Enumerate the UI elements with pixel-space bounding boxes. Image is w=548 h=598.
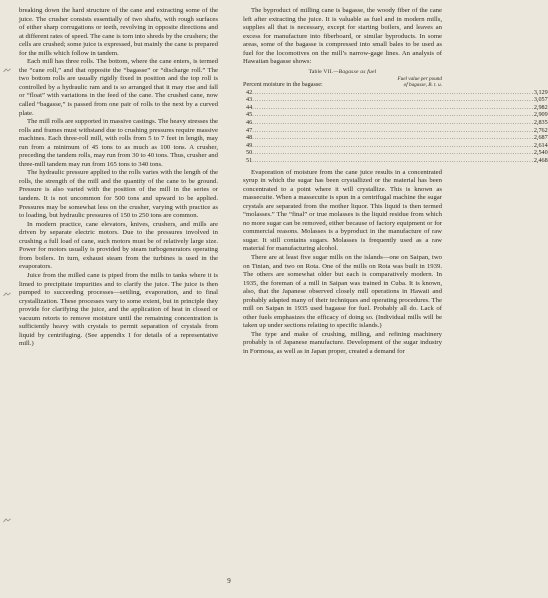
moisture-percent: 44 xyxy=(246,103,253,111)
fuel-value-column-header: Fuel value per pound of bagasse, B. t. u. xyxy=(397,76,442,89)
paragraph: The type and make of crushing, milling, and refining machinery probably is of Japanese manufacture. Development of the sugar industry in Formosa, as well as in Japan proper, created a demand for xyxy=(243,330,442,356)
moisture-percent: 45 xyxy=(246,111,253,119)
moisture-percent: 42 xyxy=(246,88,253,96)
table-row xyxy=(243,126,548,135)
dot-leader: ........................................................................................................................ xyxy=(252,103,534,111)
fuel-value: 2,982 xyxy=(533,103,548,111)
fuel-value: 2,687 xyxy=(533,134,548,142)
table-row xyxy=(243,88,548,97)
dot-leader: ........................................................................................................................ xyxy=(252,88,534,96)
margin-mark xyxy=(3,68,11,73)
table-row xyxy=(243,96,548,104)
right-column xyxy=(243,7,548,357)
paragraph: Evaporation of moisture from the cane juice results in a concentrated syrup in which the sugar has been crystallized or the material has been concentrated to a point where it will crystallize. This is known as massecuite. When a massecuite is spun in a centrifugal machine the sugar crystals are separated from the mother liquor. This liquid is then termed “molasses.” The “final” or true molasses is the liquid residue from which no more sugar can be removed, either because of factory equipment or for commercial reasons. Molasses is a byproduct in the manufacture of raw sugar. It still contains sugars. Molasses is frequently used as a raw material for manufacturing alcohol. xyxy=(243,168,442,253)
paragraph: The byproduct of milling cane is bagasse, the woody fiber of the cane left after extracting the juice. It is valuable as fuel and in modern mills, supplies all that is necessary, except for starting boilers, and leaves an excess for manufacture into fiberboard, or similar byproducts. In some areas, some of the bagasse is compressed into small bales to be used as fuel for the locomotives on the mill’s narrow-gage lines. An analysis of Hawaiian bagasse shows: xyxy=(243,7,442,66)
fuel-value: 2,835 xyxy=(533,118,548,126)
table-header xyxy=(243,77,442,88)
table-row xyxy=(243,156,548,165)
paragraph: In modern practice, cane elevators, knives, crushers, and mills are driven by separate electric motors. Due to the pressures involved in crushing a full load of cane, such motors must be of relatively large size. Power for motors usually is provided by steam turbogenerators operating from boilers. In turn, exhaust steam from the turbines is used in the evaporators. xyxy=(19,220,218,271)
moisture-percent: 47 xyxy=(246,126,253,134)
fuel-value: 2,540 xyxy=(533,149,548,157)
bagasse-fuel-table xyxy=(243,68,548,165)
table-title: —Bagasse as fuel xyxy=(333,68,377,75)
page-number: 9 xyxy=(227,577,231,585)
fuel-value: 2,762 xyxy=(533,126,548,134)
dot-leader: ........................................................................................................................ xyxy=(252,141,534,149)
moisture-column-header: Percent moisture in the bagasse: xyxy=(243,81,323,89)
moisture-percent: 43 xyxy=(246,96,253,104)
dot-leader: ........................................................................................................................ xyxy=(252,96,534,104)
dot-leader: ........................................................................................................................ xyxy=(252,118,534,126)
table-row xyxy=(243,149,548,157)
dot-leader: ........................................................................................................................ xyxy=(252,134,534,142)
dot-leader: ........................................................................................................................ xyxy=(252,126,534,134)
margin-mark xyxy=(3,292,11,297)
fuel-value: 3,057 xyxy=(533,96,548,104)
dot-leader: ........................................................................................................................ xyxy=(252,111,534,119)
moisture-percent: 51 xyxy=(246,156,253,164)
table-row xyxy=(243,118,548,127)
table-body xyxy=(243,88,548,165)
table-number: Table VII. xyxy=(308,68,334,75)
moisture-percent: 49 xyxy=(246,141,253,149)
moisture-percent: 50 xyxy=(246,149,253,157)
dot-leader: ........................................................................................................................ xyxy=(252,156,534,164)
paragraph: breaking down the hard structure of the cane and extracting some of the juice. The crusher consists essentially of two shafts, with rough surfaces of either sharp corrugations or teeth, revolving in opposite directions and at different rates of speed. The cane is torn into shreds by the crushers; the cells are crushed; some juice is expressed, but mainly the cane is prepared for the mills which follow in tandem. xyxy=(19,7,218,57)
moisture-percent: 46 xyxy=(246,118,253,126)
left-column xyxy=(19,7,218,349)
moisture-percent: 48 xyxy=(246,134,253,142)
paragraph: Juice from the milled cane is piped from the mills to tanks where it is limed to precipitate impurities and to clarify the juice. The juice is then pumped to succeeding processes—settling, evaporation, and to final crystallization. These processes vary to some extent, but in principle they provide for clarifying the juice, and the application of heat in closed or vacuum retorts to remove moisture until the remaining concentration is sufficiently heavy with crystals to permit separation of crystals from liquid by centrifuging. (See appendix I for details of a representative mill.) xyxy=(19,271,218,348)
paragraph: There are at least five sugar mills on the islands—one on Saipan, two on Tinian, and two on Rota. One of the mills on Rota was built in 1939. The others are somewhat older but each is comparatively modern. In 1935, the foreman of a mill in Saipan was trained in Cuba. It is known, also, that the Japanese observed closely mill operations in Hawaii and probably adapted many of their techniques and operating procedures. The mill on Saipan in 1935 used bagasse for fuel. Probably all do. Lack of other fuels emphasizes the efficacy of doing so. (Individual mills will be taken up under sections relating to specific islands.) xyxy=(243,254,442,330)
table-row xyxy=(243,141,548,150)
margin-mark xyxy=(3,518,11,523)
fuel-value: 2,909 xyxy=(533,111,548,119)
table-caption xyxy=(243,69,442,77)
paragraph: Each mill has three rolls. The bottom, where the cane enters, is termed the “cane roll,” and that opposite the “bagasse” or “discharge roll.” The two bottom rolls are usually rigidly fixed in position and the top roll is controlled by a hydraulic ram and is so arranged that it may rise and fall or “float” with variations in the feed of the cane. The crushed cane, now called “bagasse,” is passed from one pair of rolls to the next by a curved plate. xyxy=(19,58,218,117)
paragraph: The mill rolls are supported in massive castings. The heavy stresses the rolls and frames must withstand due to crushing pressures require massive machines. Each three-roll mill, with rolls from 5 to 7 feet in length, may run from a minimum of 45 tons to as much as 100 tons. A crusher, preceding the tandem rolls, may run from 30 to 40 tons. Thus, crusher and three-mill tandem may run from 165 tons to 340 tons. xyxy=(19,118,218,168)
table-row xyxy=(243,111,548,119)
fuel-value: 2,614 xyxy=(533,141,548,149)
fuel-value: 3,129 xyxy=(533,88,548,96)
dot-leader: ........................................................................................................................ xyxy=(252,149,534,157)
paragraph: The hydraulic pressure applied to the rolls varies with the length of the rolls, the strength of the mill and the quantity of the cane to be ground. Pressure is also varied with the position of the mill in the series or tandem. It is not uncommon for 500 tons and upward to be applied. Pressures may be somewhat less on the crusher, varying with practice as to loading, but hydraulic pressures of 150 to 250 tons are common. xyxy=(19,169,218,220)
fuel-value: 2,468 xyxy=(533,156,548,164)
table-row xyxy=(243,103,548,112)
table-row xyxy=(243,134,548,142)
